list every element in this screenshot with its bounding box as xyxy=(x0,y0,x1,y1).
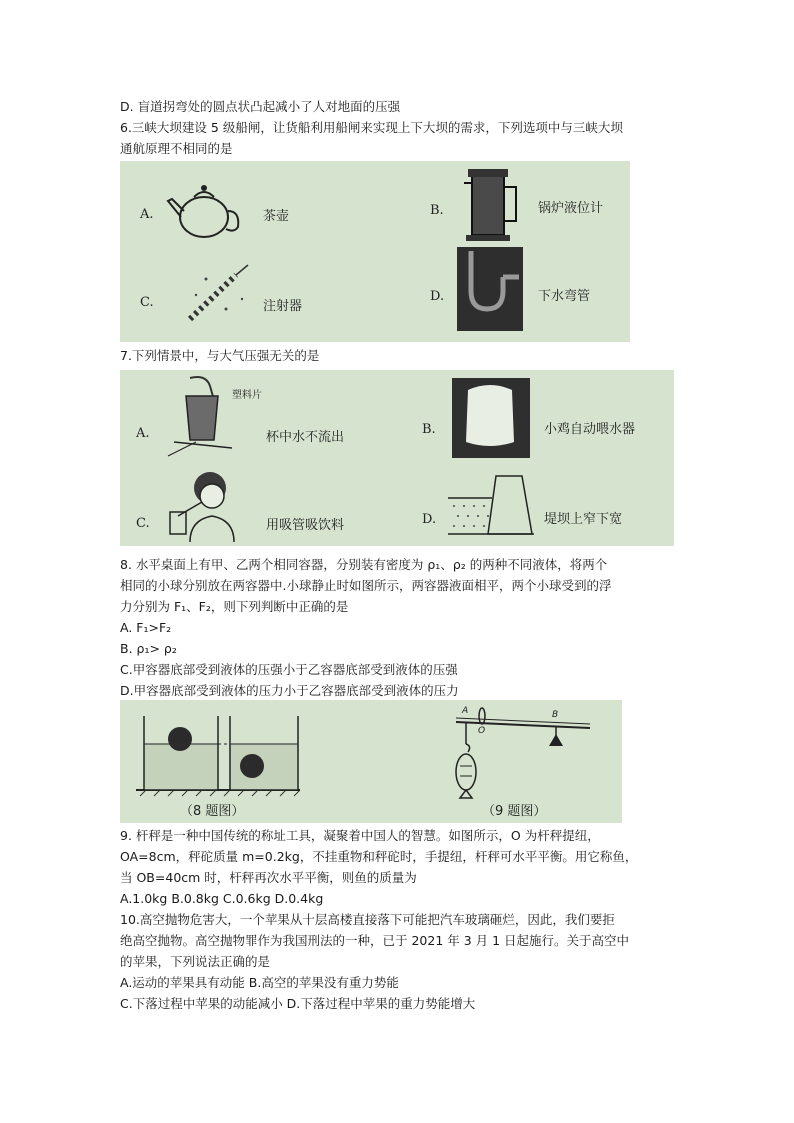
fig7-c-caption: 用吸管吸饮料 xyxy=(266,518,345,533)
q7-stem: 7.下列情景中，与大气压强无关的是 xyxy=(120,348,320,363)
q8-option-d: D.甲容器底部受到液体的压力小于乙容器底部受到液体的压力 xyxy=(120,683,459,698)
boiler-gauge-icon xyxy=(458,165,524,243)
fig7-d-label: D. xyxy=(422,512,437,527)
syringe-icon xyxy=(176,259,256,329)
q6-stem-line2: 通航原理不相同的是 xyxy=(120,141,233,156)
fig6-b-caption: 锅炉液位计 xyxy=(538,201,604,216)
point-b-label: B xyxy=(552,710,559,720)
q9-stem-line3: 当 OB=40cm 时，杆秤再次水平平衡，则鱼的质量为 xyxy=(120,870,417,885)
q9-stem-line1: 9. 杆秤是一种中国传统的称址工具，凝聚着中国人的智慧。如图所示，O 为杆秤提纽， xyxy=(120,828,600,843)
q10-stem-line2: 绝高空抛物。高空抛物罪作为我国刑法的一种，已于 2021 年 3 月 1 日起施行。关于高空中 xyxy=(120,933,630,948)
drain-trap-icon xyxy=(457,247,523,331)
boy-straw-icon xyxy=(166,464,246,544)
dam-icon xyxy=(448,472,534,536)
fig6-a-caption: 茶壶 xyxy=(263,209,290,224)
figure-q8-q9 xyxy=(120,700,622,823)
figure-q7 xyxy=(120,370,674,546)
fig7-c-label: C. xyxy=(136,516,150,531)
q10-options-cd: C.下落过程中苹果的动能减小 D.下落过程中苹果的重力势能增大 xyxy=(120,996,476,1011)
q10-stem-line3: 的苹果，下列说法正确的是 xyxy=(120,954,271,969)
q8-option-a: A. F₁>F₂ xyxy=(120,620,172,635)
teapot-icon xyxy=(164,175,244,241)
fig7-d-caption: 堤坝上窄下宽 xyxy=(544,512,623,527)
fig7-b-label: B. xyxy=(422,422,436,437)
fig7-a-tag: 塑料片 xyxy=(232,390,262,401)
fig6-d-caption: 下水弯管 xyxy=(538,289,591,304)
q10-options-ab: A.运动的苹果具有动能 B.高空的苹果没有重力势能 xyxy=(120,975,399,990)
fig6-c-caption: 注射器 xyxy=(263,299,303,314)
fig7-a-caption: 杯中水不流出 xyxy=(266,430,345,445)
q6-stem-line1: 6.三峡大坝建设 5 级船闸，让货船利用船闸来实现上下大坝的需求，下列选项中与三峡大坝 xyxy=(120,120,623,135)
fig6-a-label: A. xyxy=(140,207,154,222)
q8-option-c: C.甲容器底部受到液体的压强小于乙容器底部受到液体的压强 xyxy=(120,662,458,677)
q9-stem-line2: OA=8cm，秤砣质量 m=0.2kg，不挂重物和秤砣时，手提纽，杆秤可水平平衡。用它称鱼， xyxy=(120,849,638,864)
fig8-caption: （8 题图） xyxy=(180,804,245,819)
q5-option-d: D. 盲道拐弯处的圆点状凸起减小了人对地面的压强 xyxy=(120,99,401,114)
q8-stem-line2: 相同的小球分别放在两容器中.小球静止时如图所示，两容器液面相平，两个小球受到的浮 xyxy=(120,578,612,593)
chick-feeder-icon xyxy=(450,376,532,460)
q10-stem-line1: 10.高空抛物危害大，一个苹果从十层高楼直接落下可能把汽车玻璃砸烂，因此，我们要拒 xyxy=(120,912,615,927)
q9-options: A.1.0kg B.0.8kg C.0.6kg D.0.4kg xyxy=(120,891,324,906)
fig7-a-label: A. xyxy=(136,426,150,441)
q8-option-b: B. ρ₁> ρ₂ xyxy=(120,641,177,656)
fig7-b-caption: 小鸡自动喂水器 xyxy=(544,422,636,437)
fig9-caption: （9 题图） xyxy=(482,804,547,819)
q8-stem-line1: 8. 水平桌面上有甲、乙两个相同容器，分别装有密度为 ρ₁、ρ₂ 的两种不同液体，将两个 xyxy=(120,557,608,572)
point-a-label: A xyxy=(462,706,469,716)
fig6-b-label: B. xyxy=(430,203,444,218)
fig6-d-label: D. xyxy=(430,289,445,304)
q8-stem-line3: 力分别为 F₁、F₂，则下列判断中正确的是 xyxy=(120,599,349,614)
fig6-c-label: C. xyxy=(140,295,154,310)
point-o-label: O xyxy=(478,726,486,736)
figure-q6 xyxy=(120,161,630,342)
